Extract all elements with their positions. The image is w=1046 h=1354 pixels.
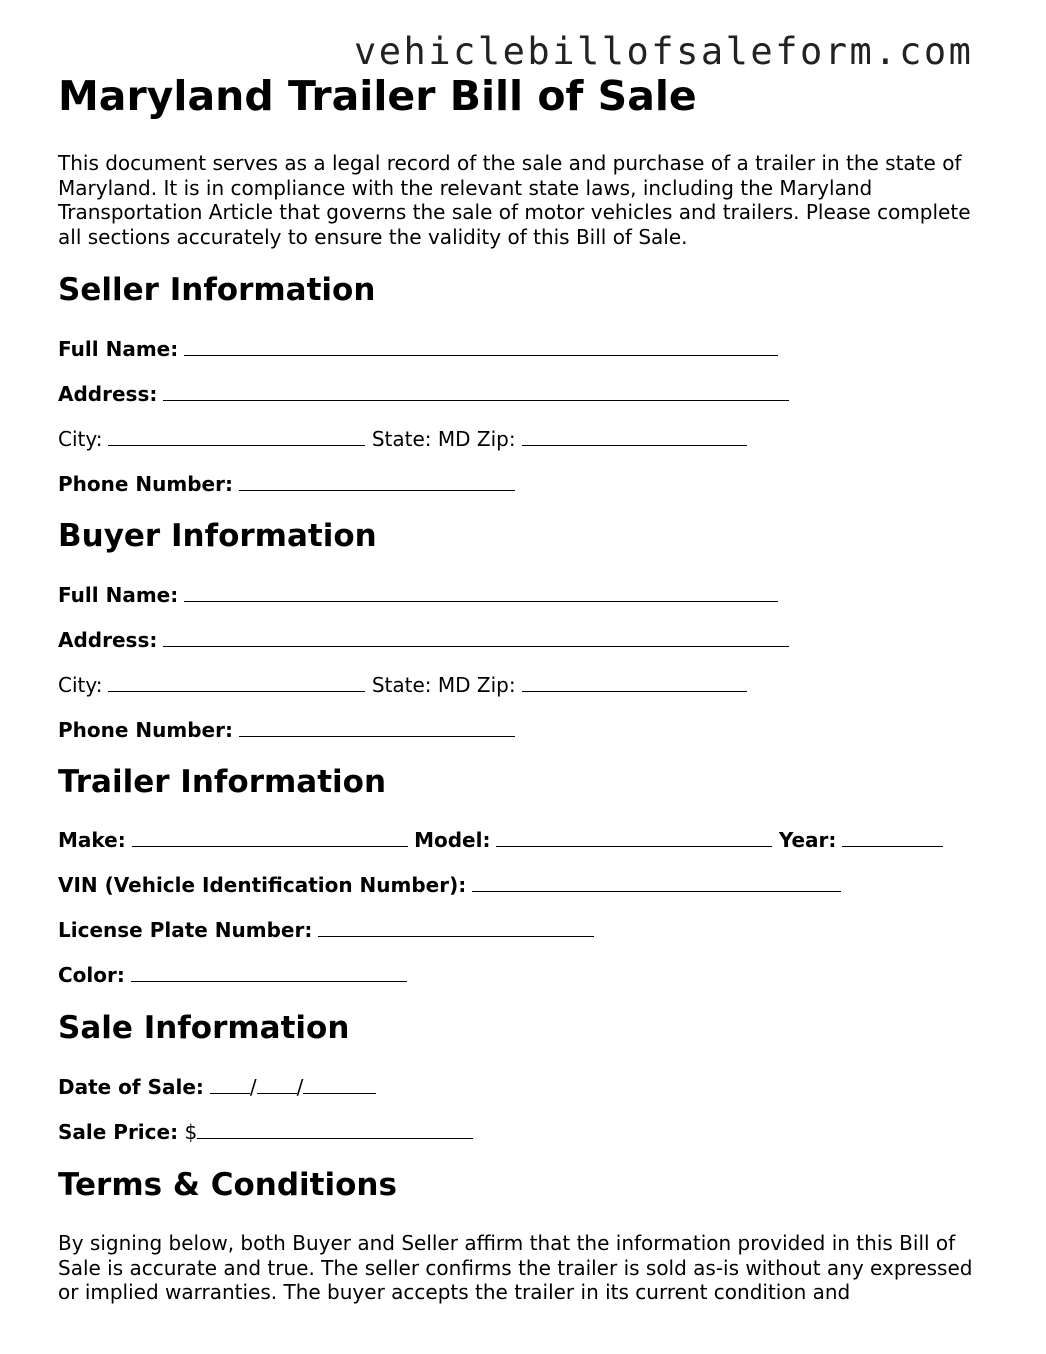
sale-heading: Sale Information [58, 1010, 350, 1046]
seller-state-label: State: MD [371, 427, 471, 451]
trailer-color-row [58, 963, 407, 987]
sale-date-label: Date of Sale: [58, 1075, 204, 1099]
seller-address-label: Address: [58, 382, 158, 406]
buyer-full-name-row [58, 583, 778, 607]
buyer-state-label: State: MD [371, 673, 471, 697]
sale-date-year-field[interactable] [303, 1075, 376, 1094]
trailer-vin-field[interactable] [472, 873, 841, 892]
buyer-phone-row [58, 718, 515, 742]
buyer-phone-label: Phone Number: [58, 718, 233, 742]
buyer-full-name-label: Full Name: [58, 583, 179, 607]
seller-zip-label: Zip: [476, 427, 516, 451]
sale-date-separator: / [249, 1075, 257, 1099]
seller-full-name-field[interactable] [184, 337, 778, 356]
currency-symbol: $ [184, 1120, 198, 1144]
buyer-city-label: City: [58, 673, 103, 697]
seller-city-row [58, 427, 747, 451]
seller-city-label: City: [58, 427, 103, 451]
terms-paragraph: By signing below, both Buyer and Seller affirm that the information provided in this Bill of Sale is accurate and true. The seller confirms the trailer is sold as-is without any expressed or implied warranties. The buyer accepts the trailer in its current condition and [58, 1231, 973, 1304]
buyer-full-name-field[interactable] [184, 583, 778, 602]
seller-phone-field[interactable] [239, 472, 515, 491]
trailer-heading: Trailer Information [58, 764, 387, 800]
buyer-zip-label: Zip: [476, 673, 516, 697]
trailer-make-label: Make: [58, 828, 126, 852]
buyer-address-label: Address: [58, 628, 158, 652]
sale-price-field[interactable] [197, 1120, 473, 1139]
sale-price-label: Sale Price: [58, 1120, 179, 1144]
trailer-model-label: Model: [414, 828, 491, 852]
sale-date-separator: / [296, 1075, 304, 1099]
trailer-make-model-year-row [58, 828, 943, 852]
trailer-plate-row [58, 918, 594, 942]
buyer-address-field[interactable] [163, 628, 789, 647]
seller-address-field[interactable] [163, 382, 789, 401]
trailer-year-label: Year: [778, 828, 837, 852]
buyer-zip-field[interactable] [522, 673, 747, 692]
seller-heading: Seller Information [58, 272, 376, 308]
page-title: Maryland Trailer Bill of Sale [58, 72, 697, 120]
intro-paragraph: This document serves as a legal record of the sale and purchase of a trailer in the state of Maryland. It is in compliance with the relevant state laws, including the Maryland Transportation Article that governs the sale of motor vehicles and trailers. Please complete all sections accurately to ensure the validity of this Bill of Sale. [58, 151, 971, 249]
sale-date-month-field[interactable] [210, 1075, 250, 1094]
trailer-color-field[interactable] [131, 963, 407, 982]
buyer-heading: Buyer Information [58, 518, 377, 554]
seller-city-field[interactable] [108, 427, 365, 446]
trailer-model-field[interactable] [496, 828, 772, 847]
seller-phone-label: Phone Number: [58, 472, 233, 496]
buyer-phone-field[interactable] [239, 718, 515, 737]
buyer-address-row [58, 628, 789, 652]
trailer-vin-label: VIN (Vehicle Identification Number): [58, 873, 467, 897]
sale-date-day-field[interactable] [257, 1075, 297, 1094]
trailer-year-field[interactable] [842, 828, 943, 847]
terms-heading: Terms & Conditions [58, 1167, 397, 1203]
seller-phone-row [58, 472, 515, 496]
trailer-color-label: Color: [58, 963, 125, 987]
sale-price-row [58, 1120, 473, 1144]
trailer-vin-row [58, 873, 841, 897]
trailer-plate-label: License Plate Number: [58, 918, 313, 942]
seller-address-row [58, 382, 789, 406]
trailer-make-field[interactable] [132, 828, 408, 847]
buyer-city-row [58, 673, 747, 697]
seller-full-name-label: Full Name: [58, 337, 179, 361]
trailer-plate-field[interactable] [318, 918, 594, 937]
site-watermark: vehiclebillofsaleform.com [354, 30, 974, 73]
seller-full-name-row [58, 337, 778, 361]
seller-zip-field[interactable] [522, 427, 747, 446]
sale-date-row [58, 1075, 376, 1099]
buyer-city-field[interactable] [108, 673, 365, 692]
